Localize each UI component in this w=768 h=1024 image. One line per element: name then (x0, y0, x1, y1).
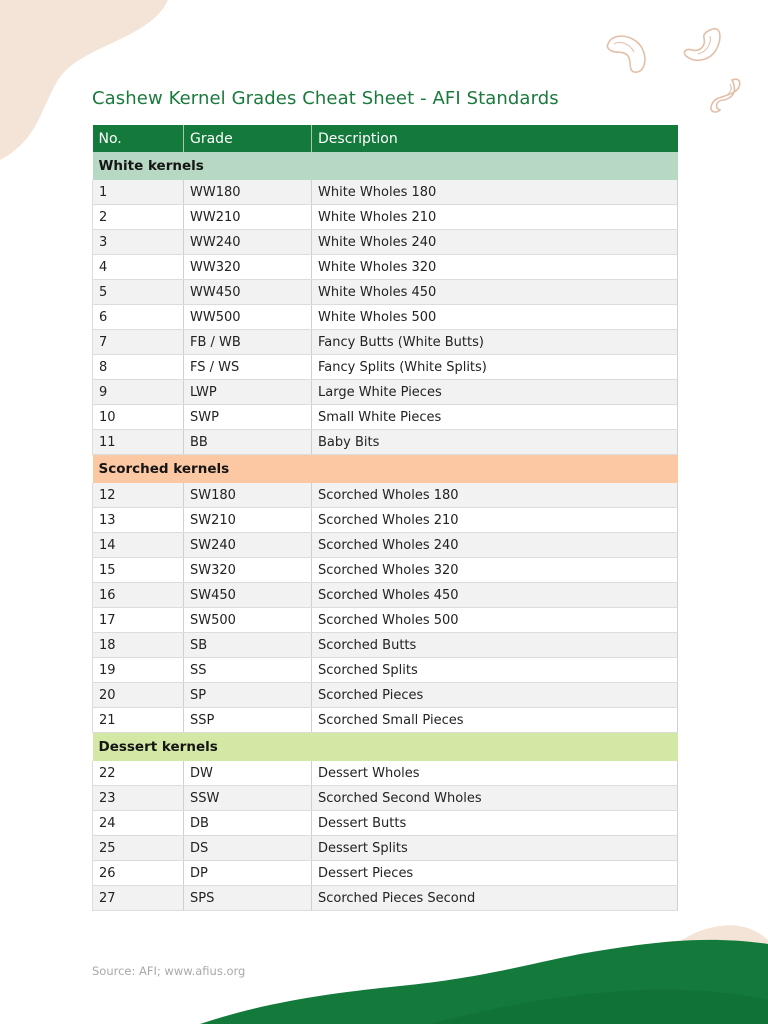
table-row (93, 483, 678, 508)
section-label: Dessert kernels (93, 733, 678, 762)
table-row (93, 255, 678, 280)
table-row (93, 305, 678, 330)
cell-number: 11 (93, 430, 184, 455)
cell-grade: SW210 (184, 508, 312, 533)
table-row (93, 355, 678, 380)
cell-description: Scorched Second Wholes (312, 786, 678, 811)
table-row (93, 533, 678, 558)
cell-grade: SWP (184, 405, 312, 430)
cell-number: 24 (93, 811, 184, 836)
section-header-row (93, 152, 678, 180)
table-row (93, 380, 678, 405)
cell-description: Dessert Wholes (312, 761, 678, 786)
cell-description: Scorched Pieces (312, 683, 678, 708)
cell-grade: SW240 (184, 533, 312, 558)
cell-number: 18 (93, 633, 184, 658)
table-row (93, 861, 678, 886)
cell-grade: SS (184, 658, 312, 683)
cell-number: 3 (93, 230, 184, 255)
cell-grade: DP (184, 861, 312, 886)
cell-description: Fancy Butts (White Butts) (312, 330, 678, 355)
table-row (93, 558, 678, 583)
cell-description: Scorched Wholes 240 (312, 533, 678, 558)
table-row (93, 280, 678, 305)
cell-number: 4 (93, 255, 184, 280)
cell-grade: SW320 (184, 558, 312, 583)
cell-number: 1 (93, 180, 184, 205)
cell-description: Scorched Small Pieces (312, 708, 678, 733)
source-citation: Source: AFI; www.afius.org (92, 964, 246, 978)
cell-description: White Wholes 180 (312, 180, 678, 205)
cell-description: Scorched Wholes 450 (312, 583, 678, 608)
table-row (93, 633, 678, 658)
cell-number: 12 (93, 483, 184, 508)
cell-number: 13 (93, 508, 184, 533)
cell-grade: FB / WB (184, 330, 312, 355)
cell-description: Small White Pieces (312, 405, 678, 430)
cell-description: Scorched Pieces Second (312, 886, 678, 911)
cell-number: 26 (93, 861, 184, 886)
section-label: Scorched kernels (93, 455, 678, 484)
table-row (93, 405, 678, 430)
table-row (93, 886, 678, 911)
cell-number: 5 (93, 280, 184, 305)
cell-number: 7 (93, 330, 184, 355)
cell-description: White Wholes 500 (312, 305, 678, 330)
cell-number: 22 (93, 761, 184, 786)
cell-number: 21 (93, 708, 184, 733)
cell-grade: LWP (184, 380, 312, 405)
table-row (93, 811, 678, 836)
table-row (93, 180, 678, 205)
cell-number: 16 (93, 583, 184, 608)
cell-description: Dessert Butts (312, 811, 678, 836)
table-row (93, 430, 678, 455)
cell-description: Dessert Splits (312, 836, 678, 861)
table-row (93, 658, 678, 683)
cell-grade: WW450 (184, 280, 312, 305)
cell-grade: SW180 (184, 483, 312, 508)
cell-description: Scorched Splits (312, 658, 678, 683)
section-header-row (93, 733, 678, 762)
cell-grade: WW180 (184, 180, 312, 205)
cell-description: Dessert Pieces (312, 861, 678, 886)
cell-description: White Wholes 320 (312, 255, 678, 280)
cell-grade: SSP (184, 708, 312, 733)
table-row (93, 608, 678, 633)
cell-description: White Wholes 210 (312, 205, 678, 230)
table-row (93, 205, 678, 230)
table-row (93, 230, 678, 255)
cashew-nut-icon (684, 29, 720, 61)
table-row (93, 761, 678, 786)
table-row (93, 836, 678, 861)
cell-number: 15 (93, 558, 184, 583)
cell-grade: SP (184, 683, 312, 708)
cell-description: Scorched Wholes 180 (312, 483, 678, 508)
cell-number: 10 (93, 405, 184, 430)
cell-description: Fancy Splits (White Splits) (312, 355, 678, 380)
cell-number: 17 (93, 608, 184, 633)
cell-grade: SSW (184, 786, 312, 811)
table-row (93, 786, 678, 811)
cell-grade: DW (184, 761, 312, 786)
cell-number: 19 (93, 658, 184, 683)
cell-number: 25 (93, 836, 184, 861)
cell-number: 20 (93, 683, 184, 708)
cell-description: White Wholes 450 (312, 280, 678, 305)
grades-table-body (93, 152, 678, 911)
page-title: Cashew Kernel Grades Cheat Sheet - AFI Standards (92, 88, 559, 109)
cell-description: Scorched Wholes 500 (312, 608, 678, 633)
table-header-row (93, 125, 678, 152)
cashew-nut-icon (607, 36, 644, 72)
cell-grade: WW500 (184, 305, 312, 330)
cell-grade: DB (184, 811, 312, 836)
column-header-no: No. (93, 125, 184, 152)
cell-description: Scorched Wholes 320 (312, 558, 678, 583)
cell-grade: BB (184, 430, 312, 455)
cell-number: 2 (93, 205, 184, 230)
cell-description: Baby Bits (312, 430, 678, 455)
table-row (93, 508, 678, 533)
cell-number: 27 (93, 886, 184, 911)
cell-grade: WW210 (184, 205, 312, 230)
cell-grade: FS / WS (184, 355, 312, 380)
section-label: White kernels (93, 152, 678, 180)
cell-description: Scorched Wholes 210 (312, 508, 678, 533)
cell-grade: WW240 (184, 230, 312, 255)
cell-grade: SB (184, 633, 312, 658)
grades-table (92, 125, 678, 911)
cell-grade: WW320 (184, 255, 312, 280)
column-header-description: Description (312, 125, 678, 152)
table-row (93, 583, 678, 608)
column-header-grade: Grade (184, 125, 312, 152)
cell-grade: SW500 (184, 608, 312, 633)
table-row (93, 330, 678, 355)
table-row (93, 683, 678, 708)
section-header-row (93, 455, 678, 484)
cell-description: White Wholes 240 (312, 230, 678, 255)
cell-grade: DS (184, 836, 312, 861)
table-row (93, 708, 678, 733)
cashew-decoration (598, 22, 748, 122)
cell-number: 14 (93, 533, 184, 558)
cell-number: 8 (93, 355, 184, 380)
cell-number: 23 (93, 786, 184, 811)
cell-grade: SW450 (184, 583, 312, 608)
cell-description: Large White Pieces (312, 380, 678, 405)
cell-grade: SPS (184, 886, 312, 911)
cell-number: 6 (93, 305, 184, 330)
cell-description: Scorched Butts (312, 633, 678, 658)
cashew-nut-icon (711, 79, 740, 112)
cell-number: 9 (93, 380, 184, 405)
